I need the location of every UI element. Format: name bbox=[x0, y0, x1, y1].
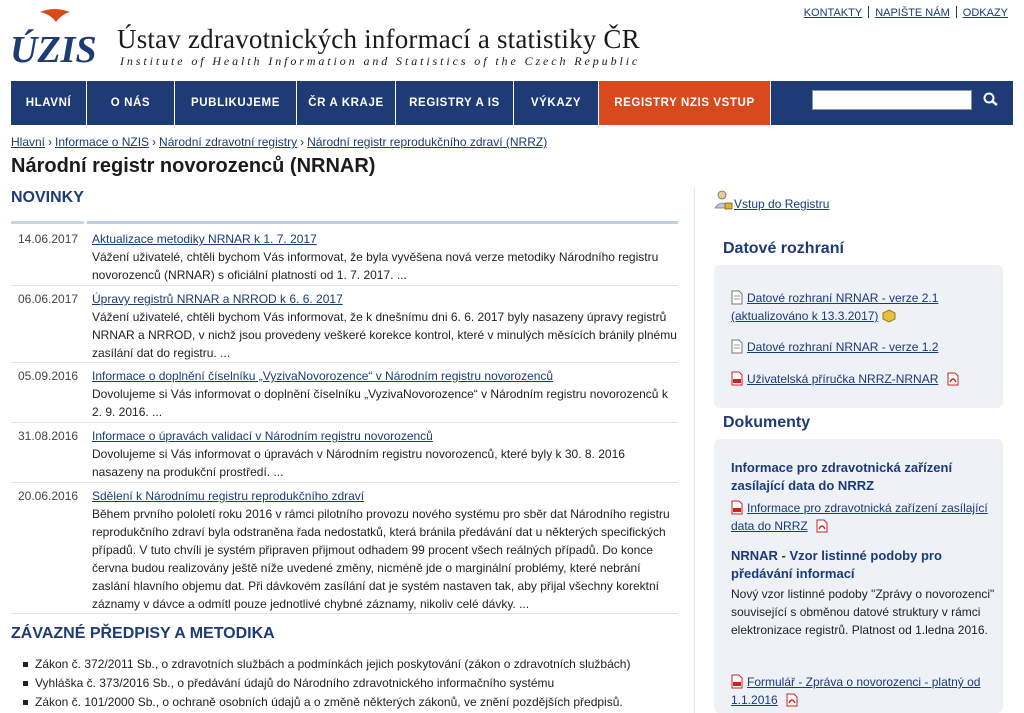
uzis-logo[interactable] bbox=[10, 8, 102, 70]
nav-registries[interactable]: REGISTRY A IS bbox=[396, 81, 514, 125]
top-links bbox=[804, 6, 1008, 19]
user-manual-link[interactable]: Uživatelská příručka NRRZ-NRNAR bbox=[747, 372, 939, 386]
list-item: Zákon č. 101/2000 Sb., o ochraně osobních údajů a o změně některých zákonů, ve znění pozdějších předpisů. bbox=[23, 693, 630, 712]
nav-reports[interactable]: VÝKAZY bbox=[514, 81, 599, 125]
nav-regions[interactable]: ČR A KRAJE bbox=[297, 81, 396, 125]
nav-registries-login[interactable]: REGISTRY NZIS VSTUP bbox=[599, 81, 771, 125]
divider bbox=[11, 482, 678, 483]
list-item: Zákon č. 372/2011 Sb., o zdravotních službách a podmínkách jejich poskytování (zákon o zdravotních službách) bbox=[23, 655, 630, 674]
news-rule bbox=[11, 221, 678, 224]
breadcrumb-nzis[interactable]: Informace o NZIS bbox=[55, 135, 150, 149]
list-item bbox=[731, 289, 996, 325]
news-text: Dovolujeme si Vás informovat o doplnění číselníku „VyzivaNovorozence“ v Národním registru novorozenců k 2. 9. 2016. ... bbox=[92, 387, 668, 419]
pdf-file-icon bbox=[731, 371, 743, 386]
news-heading: NOVINKY bbox=[11, 189, 84, 206]
data-interface-heading: Datové rozhraní bbox=[723, 240, 844, 257]
doc-title-link[interactable]: NRNAR - Vzor listinné podoby pro předávání informací bbox=[731, 548, 942, 581]
rules-heading: ZÁVAZNÉ PŘEDPISY A METODIKA bbox=[11, 625, 275, 642]
divider bbox=[11, 422, 678, 423]
nav-main[interactable]: HLAVNÍ bbox=[11, 81, 87, 125]
news-date: 06.06.2017 bbox=[18, 292, 79, 306]
list-item bbox=[731, 338, 996, 356]
links-link[interactable]: ODKAZY bbox=[962, 7, 1008, 19]
divider bbox=[11, 613, 678, 614]
breadcrumb: Hlavní › Informace o NZIS › Národní zdravotní registry › Národní registr reprodukčního zdraví (NRRZ) bbox=[11, 135, 548, 149]
data-interface-v21-link[interactable]: Datové rozhraní NRNAR - verze 2.1 (aktualizováno k 13.3.2017) bbox=[731, 291, 939, 323]
breadcrumb-home[interactable]: Hlavní bbox=[11, 135, 46, 149]
user-lock-icon bbox=[714, 190, 734, 212]
pdf-file-icon bbox=[731, 500, 743, 515]
news-title-link[interactable]: Aktualizace metodiky NRNAR k 1. 7. 2017 bbox=[92, 232, 317, 246]
news-title-link[interactable]: Informace o úpravách validací v Národním registru novorozenců bbox=[92, 429, 433, 443]
info-facilities-link[interactable]: Informace pro zdravotnická zařízení zasílající data do NRRZ bbox=[731, 501, 988, 533]
rules-list bbox=[23, 655, 630, 712]
divider bbox=[11, 362, 678, 363]
search-input[interactable] bbox=[812, 90, 972, 110]
divider bbox=[11, 285, 678, 286]
news-text: Během prvního pololetí roku 2016 v rámci pilotního provozu nového systému pro sběr dat Národního registru reprodukčního zdraví byla odstraněna řada nedostatků, která bránila předávání dat u některých specifických případů. V tuto chvíli je systém připraven přijmout odhadem 99 procent všech reálných případů. Do konce června budou realizovány ještě níže uvedené změny, nicméně jde o marginální problémy, které nebrání zaslání hlavního objemu dat. Při dávkovém zasílání dat je systém nastaven tak, aby přijal všechny korektní záznamy v dávce a odmítl pouze jednotlivé chybné záznamy, nikoliv celé dávky. ... bbox=[92, 507, 670, 611]
news-date: 05.09.2016 bbox=[18, 369, 79, 383]
pdf-file-icon bbox=[731, 674, 743, 689]
contacts-link[interactable]: KONTAKTY bbox=[803, 7, 863, 19]
logo-text: ÚZIS bbox=[10, 29, 97, 70]
document-icon bbox=[731, 339, 743, 354]
site-title: Ústav zdravotnických informací a statistiky ČR bbox=[117, 24, 640, 54]
news-date: 31.08.2016 bbox=[18, 429, 79, 443]
news-date: 20.06.2016 bbox=[18, 489, 79, 503]
pdf-icon bbox=[785, 693, 799, 707]
pdf-icon bbox=[946, 372, 960, 386]
news-title-link[interactable]: Sdělení k Národnímu registru reprodukčního zdraví bbox=[92, 489, 365, 503]
data-interface-v12-link[interactable]: Datové rozhraní NRNAR - verze 1.2 bbox=[747, 340, 939, 354]
registry-login bbox=[714, 190, 829, 212]
news-text: Dovolujeme si Vás informovat o úpravách v Národním registru novorozenců, které byly k 30. 8. 2016 nasazeny na produkční prostředí. ... bbox=[92, 447, 625, 479]
news-date: 14.06.2017 bbox=[18, 232, 79, 246]
nav-about[interactable]: O NÁS bbox=[87, 81, 175, 125]
news-title-link[interactable]: Informace o doplnění číselníku „VyzivaNovorozence“ v Národním registru novorozenců bbox=[92, 369, 554, 383]
doc-title-link[interactable]: Informace pro zdravotnická zařízení zasílající data do NRRZ bbox=[731, 460, 953, 493]
doc-description: Nový vzor listinné podoby "Zprávy o novorozenci" související s obměnou datové struktury v rámci elektronizace registrů. Platnost od 1.ledna 2016. bbox=[731, 587, 995, 637]
list-item: Vyhláška č. 373/2016 Sb., o předávání údajů do Národního zdravotnického informačního systému bbox=[23, 674, 630, 693]
write-us-link[interactable]: NAPIŠTE NÁM bbox=[875, 7, 950, 19]
list-item bbox=[731, 673, 996, 709]
news-text: Vážení uživatelé, chtěli bychom Vás informovat, že k dnešnímu dni 6. 6. 2017 byly nasazeny úpravy registrů NRNAR a NRROD, v nichž jsou provedeny veškeré korekce kontrol, které v minulých měsících bránily plnému zasílání dat do registru. ... bbox=[92, 310, 677, 360]
page-title: Národní registr novorozenců (NRNAR) bbox=[11, 155, 376, 177]
list-item bbox=[731, 499, 996, 535]
news-title-link[interactable]: Úpravy registrů NRNAR a NRROD k 6. 6. 2017 bbox=[92, 292, 343, 306]
news-text: Vážení uživatelé, chtěli bychom Vás informovat, že byla vyvěšena nová verze metodiky Národního registru novorozenců (NRNAR) s oficiální platností od 1. 7. 2017. ... bbox=[92, 250, 659, 282]
breadcrumb-nrrz[interactable]: Národní registr reprodukčního zdraví (NRRZ) bbox=[307, 135, 548, 149]
nav-publications[interactable]: PUBLIKUJEME bbox=[175, 81, 297, 125]
search-icon[interactable] bbox=[981, 89, 1001, 111]
main-nav bbox=[11, 81, 1013, 125]
package-icon bbox=[882, 309, 896, 323]
pdf-icon bbox=[815, 519, 829, 533]
document-icon bbox=[731, 290, 743, 305]
site-subtitle: Institute of Health Information and Statistics of the Czech Republic bbox=[120, 54, 641, 68]
documents-heading: Dokumenty bbox=[723, 414, 811, 431]
registry-login-link[interactable]: Vstup do Registru bbox=[734, 197, 830, 211]
breadcrumb-registries[interactable]: Národní zdravotní registry bbox=[159, 135, 298, 149]
list-item bbox=[731, 370, 996, 388]
newborn-form-link[interactable]: Formulář - Zpráva o novorozenci - platný od 1.1.2016 bbox=[731, 675, 981, 707]
sidebar-divider bbox=[694, 188, 695, 713]
